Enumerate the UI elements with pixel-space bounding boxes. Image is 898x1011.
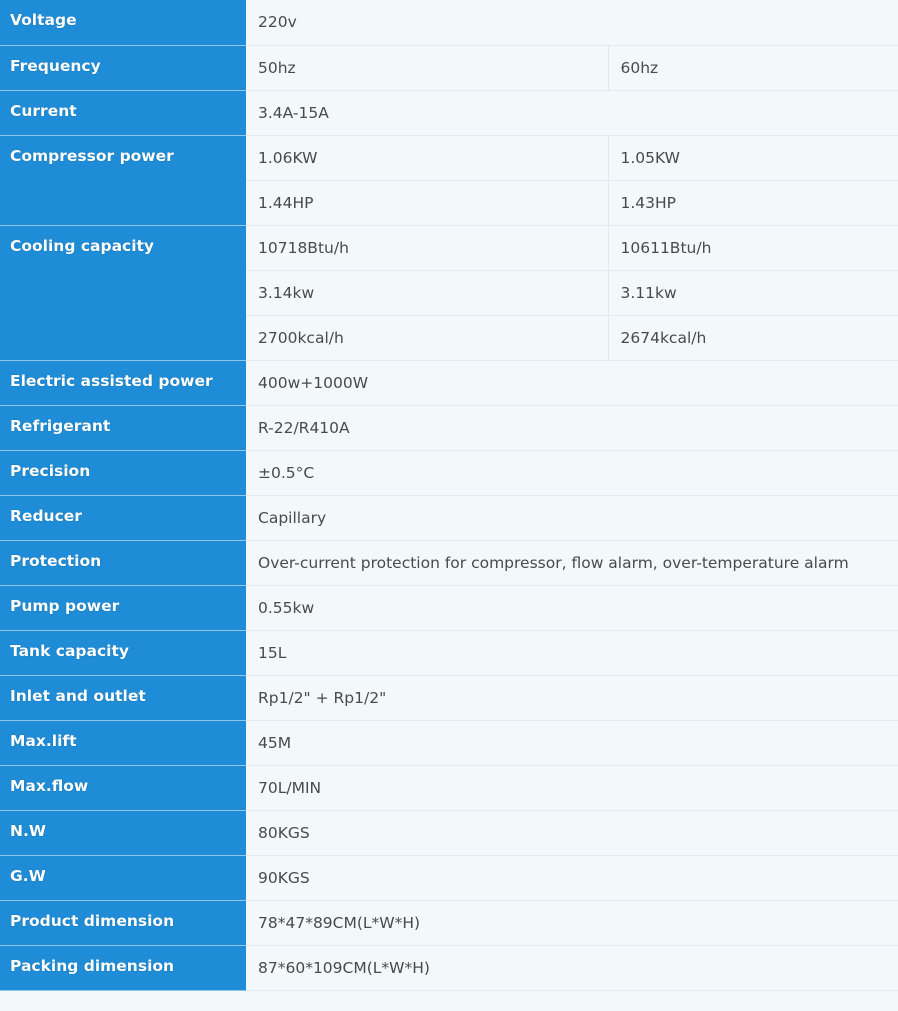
value-cooling-kcal-60: 2674kcal/h xyxy=(608,315,898,360)
label-pump-power: Pump power xyxy=(0,585,246,630)
label-cooling-capacity: Cooling capacity xyxy=(0,225,246,360)
value-max-lift: 45M xyxy=(246,720,898,765)
label-packing-dimension: Packing dimension xyxy=(0,945,246,990)
row-voltage xyxy=(0,0,898,45)
label-compressor-power: Compressor power xyxy=(0,135,246,225)
row-nw xyxy=(0,810,898,855)
value-refrigerant: R-22/R410A xyxy=(246,405,898,450)
value-frequency-60: 60hz xyxy=(608,45,898,90)
value-compressor-kw-50: 1.06KW xyxy=(246,135,608,180)
row-compressor-power-kw xyxy=(0,135,898,180)
value-compressor-hp-60: 1.43HP xyxy=(608,180,898,225)
row-gw xyxy=(0,855,898,900)
value-gw: 90KGS xyxy=(246,855,898,900)
value-max-flow: 70L/MIN xyxy=(246,765,898,810)
value-cooling-kw-50: 3.14kw xyxy=(246,270,608,315)
row-max-lift xyxy=(0,720,898,765)
value-cooling-kw-60: 3.11kw xyxy=(608,270,898,315)
label-refrigerant: Refrigerant xyxy=(0,405,246,450)
value-current: 3.4A-15A xyxy=(246,90,898,135)
label-protection: Protection xyxy=(0,540,246,585)
label-gw: G.W xyxy=(0,855,246,900)
value-product-dimension: 78*47*89CM(L*W*H) xyxy=(246,900,898,945)
label-electric-assisted-power: Electric assisted power xyxy=(0,360,246,405)
value-voltage: 220v xyxy=(246,0,898,45)
value-cooling-btu-50: 10718Btu/h xyxy=(246,225,608,270)
value-inlet-outlet: Rp1/2" + Rp1/2" xyxy=(246,675,898,720)
value-reducer: Capillary xyxy=(246,495,898,540)
label-max-lift: Max.lift xyxy=(0,720,246,765)
value-cooling-btu-60: 10611Btu/h xyxy=(608,225,898,270)
row-frequency xyxy=(0,45,898,90)
row-precision xyxy=(0,450,898,495)
value-protection: Over-current protection for compressor, flow alarm, over-temperature alarm xyxy=(246,540,898,585)
label-current: Current xyxy=(0,90,246,135)
value-cooling-kcal-50: 2700kcal/h xyxy=(246,315,608,360)
row-reducer xyxy=(0,495,898,540)
value-pump-power: 0.55kw xyxy=(246,585,898,630)
row-product-dimension xyxy=(0,900,898,945)
row-tank-capacity xyxy=(0,630,898,675)
row-inlet-outlet xyxy=(0,675,898,720)
row-pump-power xyxy=(0,585,898,630)
value-frequency-50: 50hz xyxy=(246,45,608,90)
value-compressor-hp-50: 1.44HP xyxy=(246,180,608,225)
value-precision: ±0.5°C xyxy=(246,450,898,495)
row-current xyxy=(0,90,898,135)
label-voltage: Voltage xyxy=(0,0,246,45)
value-nw: 80KGS xyxy=(246,810,898,855)
label-inlet-outlet: Inlet and outlet xyxy=(0,675,246,720)
row-electric-assisted-power xyxy=(0,360,898,405)
label-max-flow: Max.flow xyxy=(0,765,246,810)
label-product-dimension: Product dimension xyxy=(0,900,246,945)
label-reducer: Reducer xyxy=(0,495,246,540)
row-refrigerant xyxy=(0,405,898,450)
label-nw: N.W xyxy=(0,810,246,855)
row-max-flow xyxy=(0,765,898,810)
row-packing-dimension xyxy=(0,945,898,990)
value-compressor-kw-60: 1.05KW xyxy=(608,135,898,180)
row-cooling-capacity-btu xyxy=(0,225,898,270)
row-protection xyxy=(0,540,898,585)
value-electric-assisted-power: 400w+1000W xyxy=(246,360,898,405)
label-precision: Precision xyxy=(0,450,246,495)
value-tank-capacity: 15L xyxy=(246,630,898,675)
label-tank-capacity: Tank capacity xyxy=(0,630,246,675)
value-packing-dimension: 87*60*109CM(L*W*H) xyxy=(246,945,898,990)
label-frequency: Frequency xyxy=(0,45,246,90)
